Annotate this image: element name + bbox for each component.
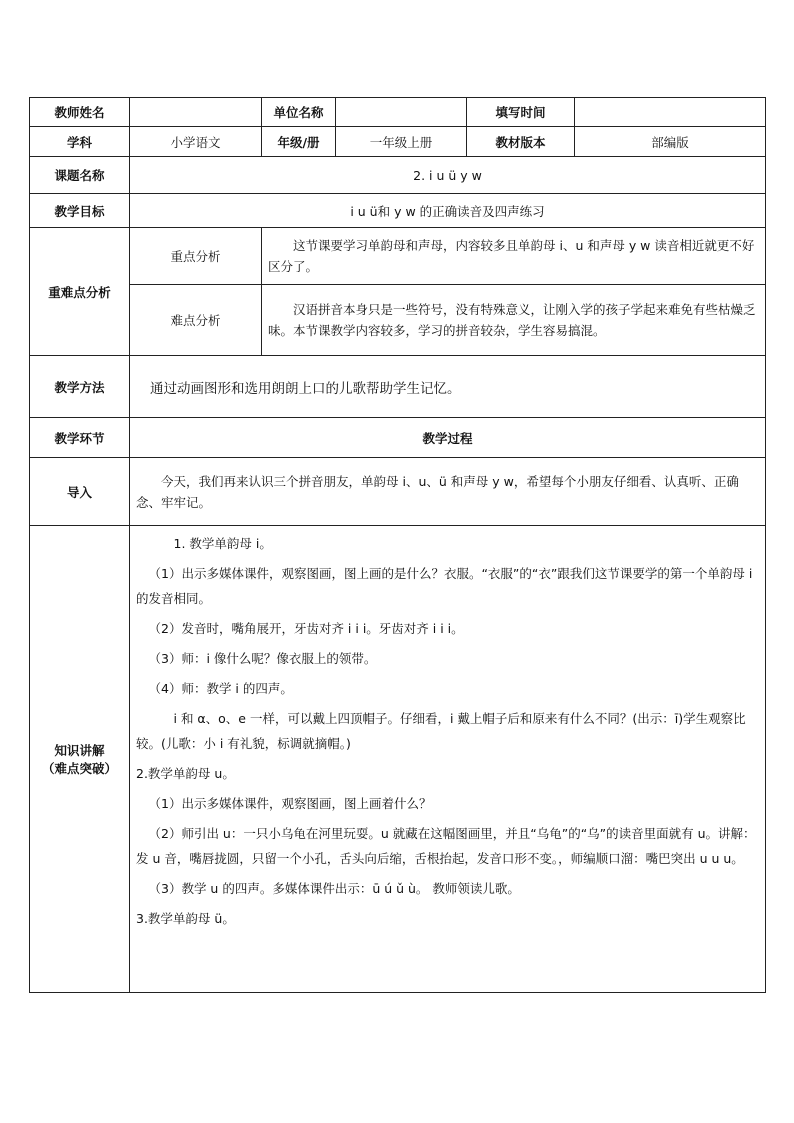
edition-label: 教材版本 [467,127,575,157]
row-teaching-goal [30,194,766,228]
lesson-plan-table [29,97,766,993]
unit-name-label: 单位名称 [262,98,336,127]
paragraph: i 和 α、o、e 一样，可以戴上四顶帽子。仔细看，i 戴上帽子后和原来有什么不同？(出示：ī)学生观察比较。(儿歌：小 i 有礼貌，标调就摘帽。) [136,711,746,751]
grade-value: 一年级上册 [336,127,467,157]
row-teacher-info [30,98,766,127]
knowledge-label-cell [30,526,130,993]
row-key-analysis [30,228,766,285]
row-subject-info [30,127,766,157]
row-intro [30,458,766,526]
paragraph: （1）出示多媒体课件，观察图画，图上画的是什么？衣服。“衣服”的“衣”跟我们这节课要学的第一个单韵母 i 的发音相同。 [136,566,753,606]
unit-name-value [336,98,467,127]
intro-text: 今天，我们再来认识三个拼音朋友，单韵母 i、u、ü 和声母 y w，希望每个小朋友仔细看、认真听、正确念、牢牢记。 [130,458,766,526]
paragraph: 3.教学单韵母 ü。 [136,911,235,926]
subject-label: 学科 [30,127,130,157]
lesson-title-label: 课题名称 [30,157,130,194]
grade-label: 年级/册 [262,127,336,157]
row-teaching-method [30,356,766,418]
knowledge-sublabel: （难点突破） [41,761,117,776]
row-hard-analysis [30,285,766,356]
edition-value: 部编版 [575,127,766,157]
teaching-stage-label: 教学环节 [30,418,130,458]
intro-label: 导入 [30,458,130,526]
row-lesson-title [30,157,766,194]
paragraph: （2）师引出 u：一只小乌龟在河里玩耍。u 就藏在这幅图画里，并且“乌龟”的“乌”的读音里面就有 u。讲解：发 u 音，嘴唇拢圆，只留一个小孔，舌头向后缩，舌根抬起，发音口形不变。，师编顺口溜：嘴巴突出 u u u。 [136,826,756,866]
paragraph: （3）教学 u 的四声。多媒体课件出示：ū ú ǔ ù。 教师领读儿歌。 [148,881,520,896]
key-analysis-label: 重点分析 [130,228,262,285]
subject-value: 小学语文 [130,127,262,157]
teaching-goal-value: i u ü和 y w 的正确读音及四声练习 [130,194,766,228]
paragraph: （4）师：教学 i 的四声。 [148,681,293,696]
date-value [575,98,766,127]
teacher-name-label: 教师姓名 [30,98,130,127]
date-label: 填写时间 [467,98,575,127]
teaching-method-text: 通过动画图形和选用朗朗上口的儿歌帮助学生记忆。 [130,356,766,418]
hard-analysis-text: 汉语拼音本身只是一些符号，没有特殊意义，让刚入学的孩子学起来难免有些枯燥乏味。本节课教学内容较多，学习的拼音较杂，学生容易搞混。 [262,285,766,356]
analysis-label: 重难点分析 [30,228,130,356]
paragraph: （2）发音时，嘴角展开，牙齿对齐 i i i。牙齿对齐 i i i。 [148,621,464,636]
row-process-header [30,418,766,458]
key-analysis-text: 这节课要学习单韵母和声母，内容较多且单韵母 i、u 和声母 y w 读音相近就更不好区分了。 [262,228,766,285]
teaching-goal-label: 教学目标 [30,194,130,228]
paragraph: 1. 教学单韵母 i。 [173,536,272,551]
paragraph: 2.教学单韵母 u。 [136,766,235,781]
paragraph: （3）师：i 像什么呢？像衣服上的领带。 [148,651,377,666]
knowledge-content [130,526,766,993]
teaching-process-label: 教学过程 [130,418,766,458]
paragraph: （1）出示多媒体课件，观察图画，图上画着什么？ [148,796,432,811]
teaching-method-label: 教学方法 [30,356,130,418]
row-knowledge [30,526,766,993]
teacher-name-value [130,98,262,127]
lesson-title-value: 2. i u ü y w [130,157,766,194]
knowledge-label: 知识讲解 [54,743,105,758]
hard-analysis-label: 难点分析 [130,285,262,356]
